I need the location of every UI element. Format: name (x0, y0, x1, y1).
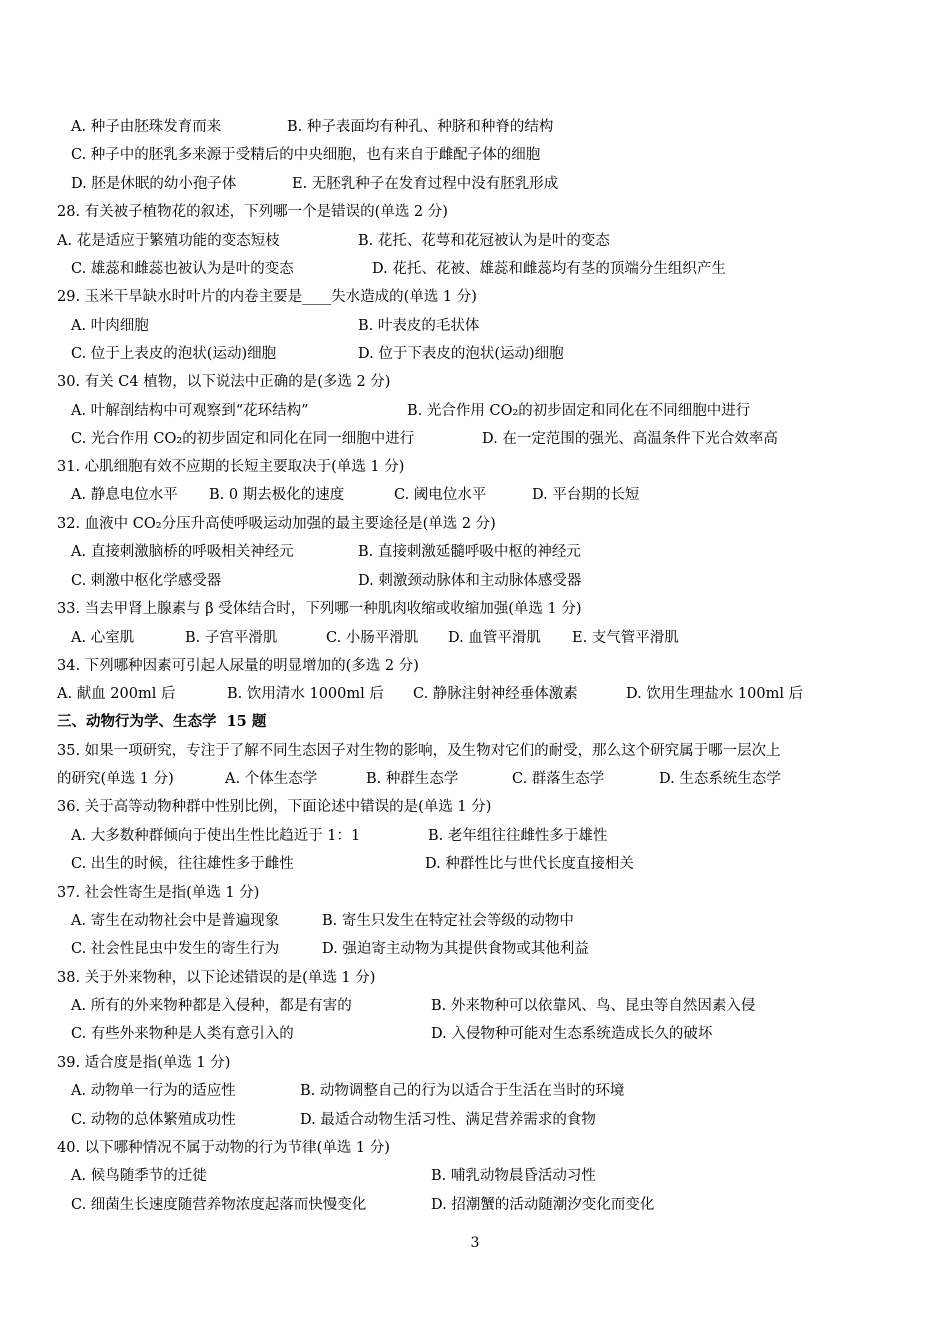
option-d: D. 血管平滑肌 (448, 630, 541, 646)
option-line (0, 113, 554, 141)
option-c: C. 社会性昆虫中发生的寄生行为 (71, 941, 280, 957)
question-text: 40. 以下哪种情况不属于动物的行为节律(单选 1 分) (57, 1140, 390, 1156)
question-33 (0, 595, 582, 623)
option-d: D. 刺激颈动脉体和主动脉体感受器 (358, 573, 582, 589)
question-30 (0, 368, 391, 396)
option-b: B. 叶表皮的毛状体 (358, 318, 480, 334)
option-b: B. 种子表面均有种孔、种脐和种脊的结构 (287, 119, 554, 135)
question-28 (0, 198, 448, 226)
option-d: D. 招潮蟹的活动随潮汐变化而变化 (431, 1197, 655, 1213)
option-line (0, 1106, 596, 1134)
option-c: C. 动物的总体繁殖成功性 (71, 1112, 236, 1128)
option-line (0, 481, 640, 509)
option-c: C. 阈电位水平 (394, 487, 487, 503)
question-text: 33. 当去甲肾上腺素与 β 受体结合时，下列哪一种肌肉收缩或收缩加强(单选 1 分) (57, 601, 582, 617)
option-line (0, 907, 574, 935)
question-text: 38. 关于外来物种，以下论述错误的是(单选 1 分) (57, 970, 376, 986)
option-b: B. 外来物种可以依靠风、鸟、昆虫等自然因素入侵 (431, 998, 756, 1014)
section-title: 三、动物行为学、生态学 15 题 (57, 713, 267, 730)
option-line (0, 397, 751, 425)
option-d: D. 强迫寄主动物为其提供食物或其他利益 (322, 941, 589, 957)
option-b: B. 0 期去极化的速度 (209, 487, 345, 503)
option-c: C. 群落生态学 (512, 771, 605, 787)
option-a: A. 花是适应于繁殖功能的变态短枝 (57, 233, 280, 249)
section-heading (0, 708, 267, 736)
option-line (0, 850, 634, 878)
option-line (0, 538, 581, 566)
option-a: A. 寄生在动物社会中是普遍现象 (71, 913, 280, 929)
option-line (0, 170, 559, 198)
option-b: B. 老年组往往雌性多于雄性 (428, 828, 608, 844)
question-text: 39. 适合度是指(单选 1 分) (57, 1055, 231, 1071)
option-a: A. 静息电位水平 (71, 487, 178, 503)
question-29 (0, 283, 477, 311)
option-c: C. 刺激中枢化学感受器 (71, 573, 222, 589)
option-d: D. 入侵物种可能对生态系统造成长久的破坏 (431, 1026, 713, 1042)
option-line (0, 822, 608, 850)
option-d: D. 在一定范围的强光、高温条件下光合效率高 (482, 431, 778, 447)
option-b: B. 寄生只发生在特定社会等级的动物中 (322, 913, 574, 929)
option-d: D. 种群性比与世代长度直接相关 (425, 856, 634, 872)
option-d: D. 平台期的长短 (532, 487, 640, 503)
option-b: B. 哺乳动物晨昏活动习性 (431, 1168, 596, 1184)
question-text: 32. 血液中 CO₂分压升高使呼吸运动加强的最主要途径是(单选 2 分) (57, 516, 496, 532)
question-text: 28. 有关被子植物花的叙述，下列哪一个是错误的(单选 2 分) (57, 204, 448, 220)
page-number: 3 (470, 1235, 480, 1251)
option-c: C. 雄蕊和雌蕊也被认为是叶的变态 (71, 261, 294, 277)
question-31 (0, 453, 405, 481)
option-c: C. 有些外来物种是人类有意引入的 (71, 1026, 294, 1042)
option-d: D. 最适合动物生活习性、满足营养需求的食物 (300, 1112, 596, 1128)
option-d: D. 生态系统生态学 (659, 771, 781, 787)
option-c: C. 位于上表皮的泡状(运动)细胞 (71, 346, 277, 362)
question-34 (0, 652, 419, 680)
option-d: D. 花托、花被、雄蕊和雌蕊均有茎的顶端分生组织产生 (372, 261, 726, 277)
option-d: D. 饮用生理盐水 100ml 后 (626, 686, 804, 702)
question-39 (0, 1049, 231, 1077)
question-36 (0, 793, 492, 821)
option-e: E. 无胚乳种子在发育过程中没有胚乳形成 (292, 176, 559, 192)
option-a: A. 大多数种群倾向于使出生性比趋近于 1：1 (71, 828, 361, 844)
option-d: D. 位于下表皮的泡状(运动)细胞 (358, 346, 564, 362)
option-line (0, 680, 804, 708)
option-line (0, 567, 582, 595)
question-37 (0, 879, 260, 907)
option-line (0, 1162, 596, 1190)
option-b: B. 饮用清水 1000ml 后 (227, 686, 384, 702)
option-c: C. 光合作用 CO₂的初步固定和同化在同一细胞中进行 (71, 431, 415, 447)
option-b: B. 子宫平滑肌 (185, 630, 278, 646)
question-text: 37. 社会性寄生是指(单选 1 分) (57, 885, 260, 901)
option-c: C. 种子中的胚乳多来源于受精后的中央细胞，也有来自于雌配子体的细胞 (71, 147, 541, 163)
option-line (0, 1020, 713, 1048)
question-text: 30. 有关 C4 植物，以下说法中正确的是(多选 2 分) (57, 374, 391, 390)
option-c: C. 出生的时候，往往雄性多于雌性 (71, 856, 294, 872)
question-32 (0, 510, 496, 538)
option-a: A. 叶肉细胞 (71, 318, 149, 334)
question-38 (0, 964, 376, 992)
option-line (0, 1191, 655, 1219)
option-line (0, 340, 564, 368)
option-a: A. 所有的外来物种都是入侵种，都是有害的 (71, 998, 352, 1014)
option-a: A. 心室肌 (71, 630, 135, 646)
question-text-continued: 的研究(单选 1 分) (57, 771, 174, 787)
option-a: A. 候鸟随季节的迁徙 (71, 1168, 207, 1184)
option-d: D. 胚是休眠的幼小孢子体 (71, 176, 237, 192)
option-c: C. 细菌生长速度随营养物浓度起落而快慢变化 (71, 1197, 367, 1213)
option-line (0, 935, 589, 963)
option-line (0, 255, 726, 283)
option-line (0, 624, 679, 652)
option-b: B. 花托、花萼和花冠被认为是叶的变态 (358, 233, 610, 249)
question-text: 36. 关于高等动物种群中性别比例，下面论述中错误的是(单选 1 分) (57, 799, 492, 815)
option-c: C. 小肠平滑肌 (326, 630, 419, 646)
question-text: 35. 如果一项研究，专注于了解不同生态因子对生物的影响，及生物对它们的耐受，那么这个研究属于哪一层次上 (57, 743, 781, 759)
question-text: 31. 心肌细胞有效不应期的长短主要取决于(单选 1 分) (57, 459, 405, 475)
option-line (0, 992, 756, 1020)
question-40 (0, 1134, 390, 1162)
option-b: B. 直接刺激延髓呼吸中枢的神经元 (358, 544, 581, 560)
option-b: B. 光合作用 CO₂的初步固定和同化在不同细胞中进行 (407, 403, 751, 419)
option-line (0, 1077, 625, 1105)
question-text: 29. 玉米干旱缺水时叶片的内卷主要是____失水造成的(单选 1 分) (57, 289, 477, 305)
option-b: B. 种群生态学 (366, 771, 459, 787)
option-line (0, 425, 778, 453)
question-text: 34. 下列哪种因素可引起人尿量的明显增加的(多选 2 分) (57, 658, 419, 674)
option-a: A. 献血 200ml 后 (57, 686, 176, 702)
question-35 (0, 737, 781, 765)
option-a: A. 叶解剖结构中可观察到“花环结构” (71, 403, 309, 419)
option-a: A. 种子由胚珠发育而来 (71, 119, 222, 135)
option-a: A. 个体生态学 (225, 771, 318, 787)
option-b: B. 动物调整自己的行为以适合于生活在当时的环境 (300, 1083, 625, 1099)
option-a: A. 直接刺激脑桥的呼吸相关神经元 (71, 544, 294, 560)
option-line (0, 141, 541, 169)
option-line (0, 312, 480, 340)
option-c: C. 静脉注射神经垂体激素 (413, 686, 578, 702)
option-e: E. 支气管平滑肌 (572, 630, 679, 646)
option-line (0, 227, 610, 255)
option-line (0, 765, 781, 793)
option-a: A. 动物单一行为的适应性 (71, 1083, 236, 1099)
